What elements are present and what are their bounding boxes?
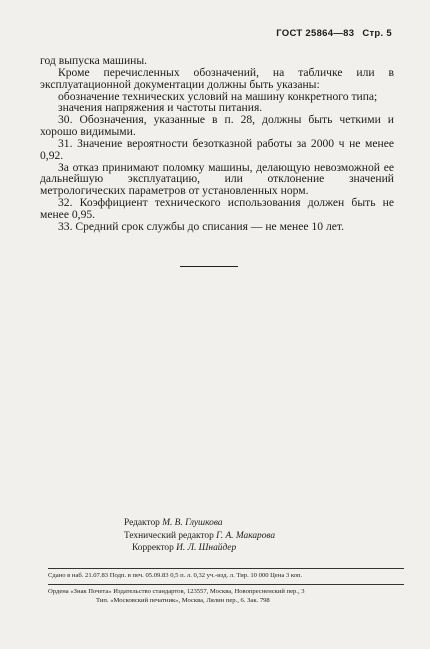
paragraph-32: 32. Коэффициент технического использования должен быть не менее 0,95. — [40, 196, 394, 221]
paragraph-30: 30. Обозначения, указанные в п. 28, должны быть четкими и хорошо видимыми. — [40, 113, 394, 139]
corrector-line — [124, 542, 354, 555]
credits — [124, 517, 354, 555]
paragraph-voltage: значения напряжения и частоты питания. — [58, 101, 263, 115]
page-header — [276, 28, 392, 39]
section-divider — [180, 266, 238, 267]
page-number: Стр. 5 — [362, 28, 392, 39]
tech-editor-role: Технический редактор — [124, 530, 214, 541]
imprint-printer: Тип. «Московский печатник», Москва, Лялин пер., 6. Зак. 798 — [96, 597, 270, 604]
paragraph-year: год выпуска машины. — [40, 54, 148, 67]
imprint-print-data: Сдано в наб. 21.07.83 Подп. в печ. 05.09.83 0,5 п. л. 0,32 уч.-изд. л. Тир. 10 000 Цена 3 коп. — [48, 572, 303, 579]
paragraph-tech-conditions: обозначение технических условий на машину конкретного типа; — [58, 89, 378, 103]
imprint-publisher: Ордена «Знак Почета» Издательство стандартов, 123557, Москва, Новопресненский пер., 3 — [48, 584, 404, 596]
paragraph-33: 33. Средний срок службы до списания — не менее 10 лет. — [58, 219, 344, 233]
tech-editor-line — [124, 530, 354, 543]
tech-editor-name: Г. А. Макарова — [216, 530, 276, 541]
imprint — [48, 568, 404, 605]
standard-number: ГОСТ 25864—83 — [276, 28, 355, 39]
editor-line — [124, 517, 354, 530]
paragraph-marking-intro: Кроме перечисленных обозначений, на табличке или в эксплуатационной документации должны быть указаны: — [40, 65, 394, 91]
paragraph-31: 31. Значение вероятности безотказной работы за 2000 ч не менее 0,92. — [40, 136, 394, 162]
corrector-role: Корректор — [132, 543, 174, 554]
paragraph-failure: За отказ принимают поломку машины, делающую невозможной ее дальнейшую эксплуатацию, или отклонение значений метрологических параметров от установленных норм. — [40, 160, 394, 198]
body-text — [40, 55, 394, 233]
editor-name: М. В. Глушкова — [162, 518, 223, 528]
corrector-name: И. Л. Шнайдер — [176, 543, 237, 554]
editor-role: Редактор — [124, 518, 160, 528]
